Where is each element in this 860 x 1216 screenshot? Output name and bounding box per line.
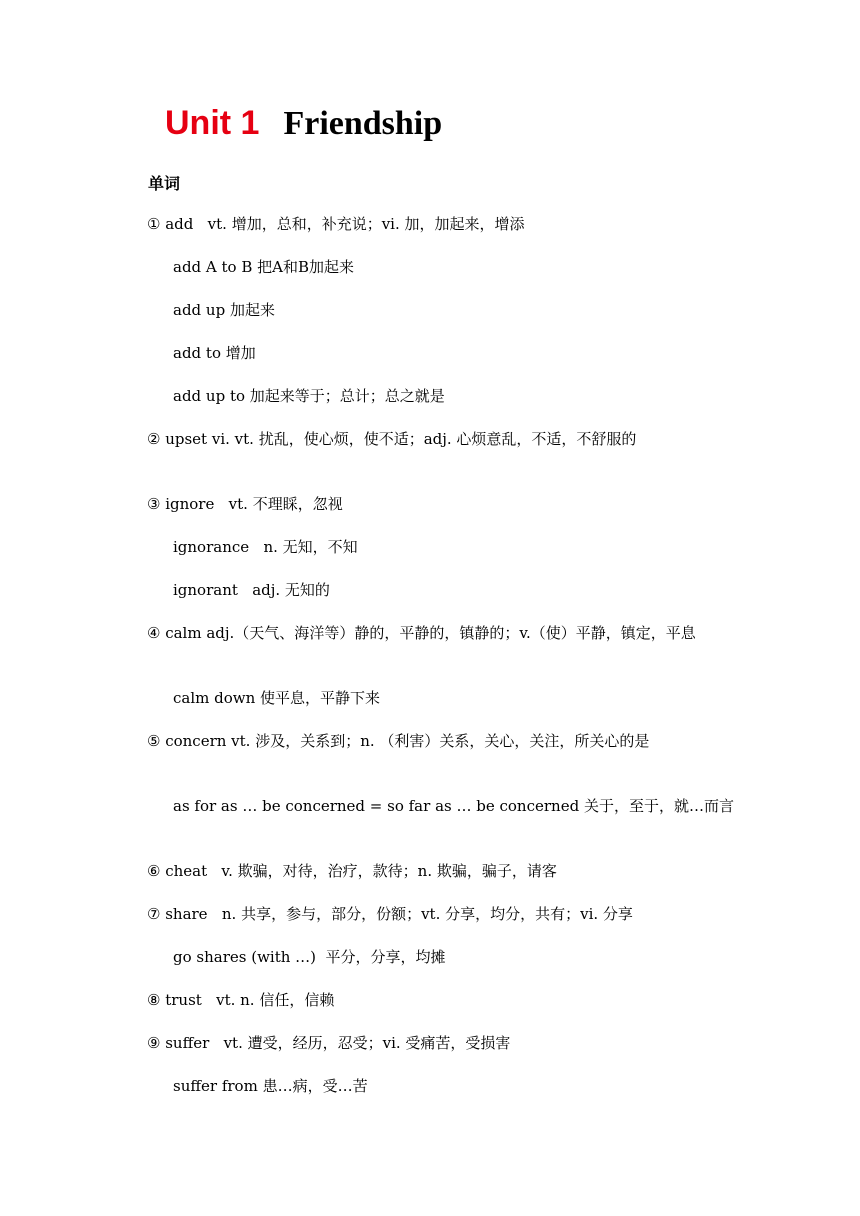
section-heading: 单词 (148, 174, 181, 193)
unit-label: Unit 1 (165, 104, 260, 142)
phrase-line: add up 加起来 (173, 301, 275, 319)
vocab-entry: ⑦ share n. 共享，参与，部分，份额；vt. 分享，均分，共有；vi. 分享 (147, 905, 633, 923)
phrase-line: add to 增加 (173, 344, 256, 362)
phrase-line: calm down 使平息，平静下来 (173, 689, 381, 707)
vocab-entry: ① add vt. 增加，总和，补充说；vi. 加，加起来，增添 (147, 215, 525, 233)
phrase-line: ignorant adj. 无知的 (173, 581, 330, 599)
phrase-line: go shares (with …) 平分，分享，均摊 (173, 948, 446, 966)
vocab-entry: ⑧ trust vt. n. 信任，信赖 (147, 991, 335, 1009)
vocab-entry: ⑥ cheat v. 欺骗，对待，治疗，款待；n. 欺骗，骗子，请客 (147, 862, 557, 880)
unit-topic: Friendship (283, 105, 443, 142)
vocab-entry: ⑨ suffer vt. 遭受，经历，忍受；vi. 受痛苦，受损害 (147, 1034, 511, 1052)
phrase-line: suffer from 患…病，受…苦 (173, 1077, 368, 1095)
phrase-line: add A to B 把A和B加起来 (173, 258, 354, 276)
vocab-entry: ⑤ concern vt. 涉及，关系到；n. （利害）关系，关心，关注，所关心的是 (147, 732, 650, 750)
vocab-entry: ④ calm adj.（天气、海洋等）静的，平静的，镇静的；v.（使）平静，镇定，平息 (147, 624, 696, 642)
phrase-line: ignorance n. 无知，不知 (173, 538, 358, 556)
phrase-line: as for as … be concerned = so far as … be concerned 关于，至于，就…而言 (173, 797, 734, 815)
vocab-entry: ② upset vi. vt. 扰乱，使心烦，使不适；adj. 心烦意乱，不适，不舒服的 (147, 430, 637, 448)
page-title (165, 104, 442, 143)
vocab-entry: ③ ignore vt. 不理睬，忽视 (147, 495, 343, 513)
phrase-line: add up to 加起来等于；总计；总之就是 (173, 387, 445, 405)
